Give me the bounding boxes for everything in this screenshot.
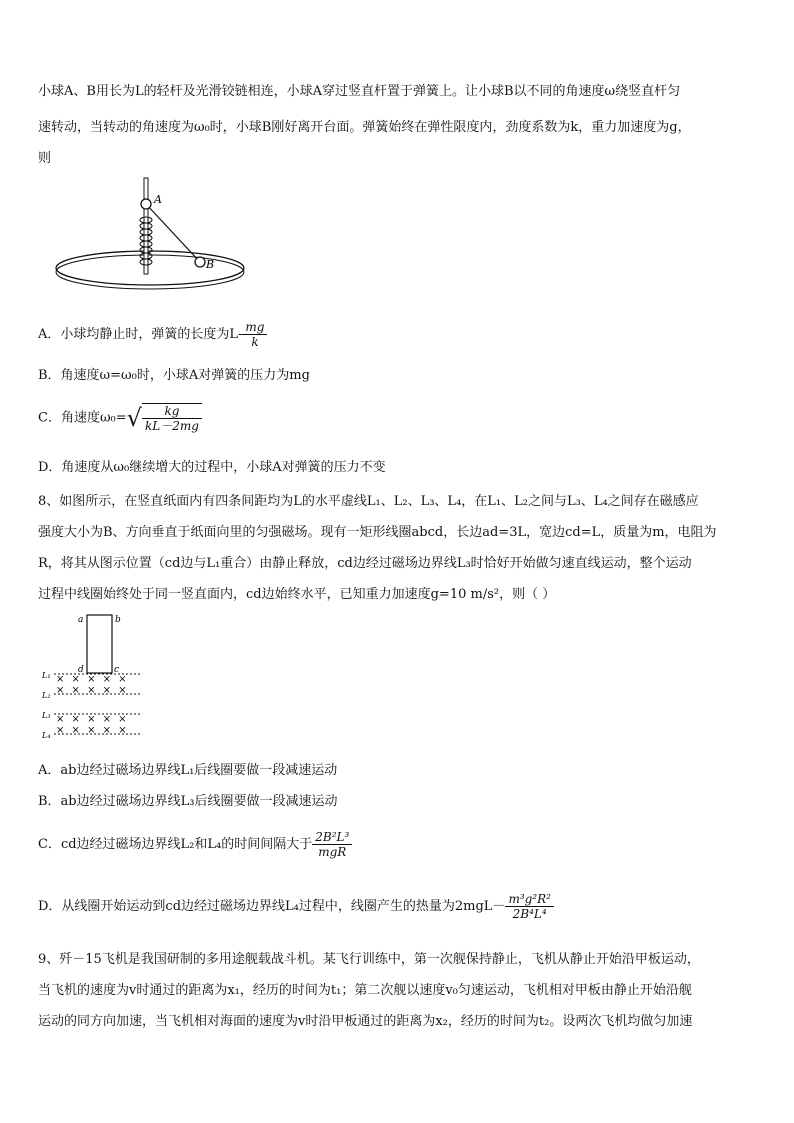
q7-stem-line-1: 小球A、B用长为L的轻杆及光滑铰链相连，小球A穿过竖直杆置于弹簧上。让小球B以不同的角速度ω绕竖直杆匀 [38, 84, 681, 99]
q8-label-l2: L₂ [42, 691, 51, 700]
q8-label-l3: L₃ [42, 711, 51, 720]
q8-field-cross-icon-1: × × × × × [56, 674, 129, 685]
q7-label-b: B [206, 258, 215, 271]
q8-option-c-fraction: $\frac{\text{2B²L³}}{\text{mgR}}$ [312, 830, 352, 859]
q7-stem-line-3: 则 [38, 151, 52, 166]
q8-stem-line-3: R，将其从图示位置（cd边与L₁重合）由静止释放，cd边经过磁场边界线L₃时恰好开始做匀速直线运动，整个运动 [38, 556, 692, 571]
q7-option-c-text: C．角速度ω₀= [38, 410, 127, 426]
q9-stem-line-3: 运动的同方向加速，当飞机相对海面的速度为v时沿甲板通过的距离为x₂，经历的时间为t₂。设两次飞机均做匀加速 [38, 1014, 693, 1029]
q8-stem-line-2: 强度大小为B、方向垂直于纸面向里的匀强磁场。现有一矩形线圈abcd，长边ad=3L，宽边cd=L，质量为m，电阻为 [38, 525, 717, 540]
q8-stem-line-4: 过程中线圈始终处于同一竖直面内，cd边始终水平，已知重力加速度g=10 m/s²，则（ ） [38, 587, 556, 602]
q8-option-d-fraction: $\frac{\text{m³g²R²}}{\text{2B⁴L⁴}}$ [505, 892, 554, 921]
q7-stem-line-2: 速转动，当转动的角速度为ω₀时，小球B刚好离开台面。弹簧始终在弹性限度内，劲度系数为k，重力加速度为g， [38, 120, 691, 135]
q7-option-c-fraction: $\frac{kg}{kL-2mg}$ [142, 403, 202, 433]
q8-label-d: d [78, 665, 84, 675]
q7-figure [52, 176, 252, 301]
q8-stem-line-1: 8、如图所示，在竖直纸面内有四条间距均为L的水平虚线L₁、L₂、L₃、L₄，在L₁、L₂之间与L₃、L₄之间存在磁感应 [38, 494, 699, 509]
q8-label-l1: L₁ [42, 671, 51, 680]
q8-figure [40, 610, 150, 742]
q8-field-cross-icon-4: × × × × × [56, 725, 129, 736]
q8-label-c: c [114, 665, 120, 675]
q8-label-b: b [115, 615, 121, 625]
q7-sqrt-icon: √ [126, 404, 142, 432]
q8-option-c [38, 825, 352, 865]
q7-option-a-text: A．小球均静止时，弹簧的长度为L- [38, 327, 243, 342]
q8-field-cross-icon-3: × × × × × [56, 714, 129, 725]
q8-label-a: a [78, 615, 84, 625]
q8-option-d-text: D．从线圈开始运动到cd边经过磁场边界线L₄过程中，线圈产生的热量为2mgL－ [38, 899, 506, 914]
q8-option-a: A．ab边经过磁场边界线L₁后线圈要做一段减速运动 [38, 763, 338, 778]
q9-stem-line-1: 9、歼－15飞机是我国研制的多用途舰载战斗机。某飞行训练中，第一次舰保持静止，飞机从静止开始沿甲板运动， [38, 952, 700, 967]
q7-option-a-fraction: $\frac{mg}{k}$ [242, 320, 267, 349]
q7-option-a [38, 320, 267, 350]
q7-label-a: A [154, 193, 162, 206]
q8-option-d [38, 887, 554, 927]
q8-field-cross-icon-2: × × × × × [56, 685, 129, 696]
q8-option-b: B．ab边经过磁场边界线L₃后线圈要做一段减速运动 [38, 794, 338, 809]
q8-option-c-text: C．cd边经过磁场边界线L₂和L₄的时间间隔大于 [38, 837, 313, 852]
q9-stem-line-2: 当飞机的速度为v时通过的距离为x₁，经历的时间为t₁；第二次舰以速度v₀匀速运动，飞机相对甲板由静止开始沿舰 [38, 983, 692, 998]
q7-option-c [38, 400, 202, 437]
q7-option-d: D．角速度从ω₀继续增大的过程中，小球A对弹簧的压力不变 [38, 460, 386, 475]
q8-label-l4: L₄ [42, 731, 51, 740]
q7-option-b: B．角速度ω=ω₀时，小球A对弹簧的压力为mg [38, 368, 310, 383]
